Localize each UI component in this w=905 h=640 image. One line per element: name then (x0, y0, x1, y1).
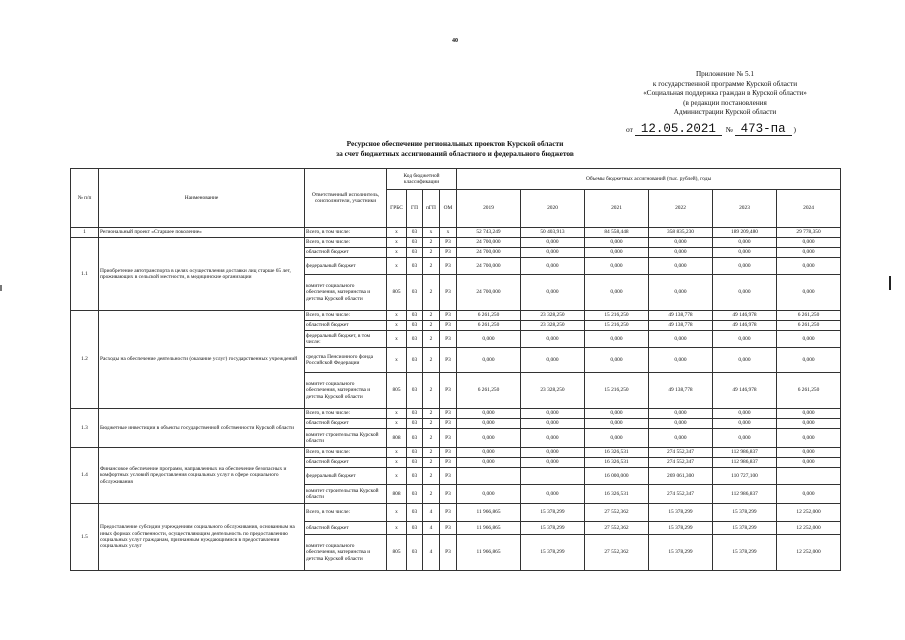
om-cell: Р3 (440, 409, 457, 419)
pgp-cell: 2 (423, 409, 440, 419)
executor-cell: федеральный бюджет (305, 468, 387, 485)
grbs-cell: х (387, 419, 407, 429)
from-label: от (626, 125, 633, 134)
gp-cell: 03 (407, 373, 423, 409)
value-cell: 274 552,347 (649, 448, 713, 458)
value-cell: 0,000 (713, 429, 777, 448)
grbs-cell: х (387, 448, 407, 458)
value-cell: 0,000 (777, 258, 841, 275)
row-number: 1.3 (71, 409, 99, 448)
value-cell: 6 261,250 (777, 321, 841, 331)
grbs-cell: 808 (387, 485, 407, 504)
value-cell: 0,000 (649, 258, 713, 275)
value-cell: 15 378,299 (649, 535, 713, 571)
table-row (71, 504, 841, 522)
gp-cell: 03 (407, 321, 423, 331)
value-cell: 16 326,531 (585, 485, 649, 504)
value-cell: 0,000 (521, 448, 585, 458)
gp-cell: 03 (407, 331, 423, 348)
value-cell: 15 378,299 (713, 522, 777, 535)
executor-cell: Всего, в том числе: (305, 228, 387, 238)
value-cell: 11 966,865 (457, 535, 521, 571)
value-cell: 0,000 (457, 485, 521, 504)
header-year: 2021 (585, 190, 649, 228)
header-om: ОМ (440, 190, 457, 228)
value-cell: 16 326,531 (585, 448, 649, 458)
value-cell: 27 552,362 (585, 522, 649, 535)
om-cell: Р3 (440, 485, 457, 504)
gp-cell: 03 (407, 409, 423, 419)
value-cell: 27 552,362 (585, 504, 649, 522)
value-cell: 24 700,000 (457, 258, 521, 275)
grbs-cell: 808 (387, 429, 407, 448)
value-cell: 0,000 (585, 248, 649, 258)
value-cell: 0,000 (649, 275, 713, 311)
value-cell: 0,000 (521, 348, 585, 373)
title-line: Ресурсное обеспечение региональных проектов Курской области (346, 139, 564, 148)
om-cell: Р3 (440, 522, 457, 535)
om-cell: Р3 (440, 348, 457, 373)
om-cell: Р3 (440, 535, 457, 571)
value-cell: 52 743,249 (457, 228, 521, 238)
om-cell: Р3 (440, 468, 457, 485)
grbs-cell: х (387, 248, 407, 258)
value-cell: 24 700,000 (457, 248, 521, 258)
executor-cell: средства Пенсионного фонда Российской Федерации (305, 348, 387, 373)
grbs-cell: 805 (387, 373, 407, 409)
value-cell: 0,000 (585, 409, 649, 419)
value-cell: 0,000 (713, 238, 777, 248)
value-cell: 0,000 (713, 348, 777, 373)
value-cell: 0,000 (521, 429, 585, 448)
value-cell: 0,000 (777, 448, 841, 458)
table-row (71, 311, 841, 321)
value-cell: 11 966,865 (457, 504, 521, 522)
om-cell: Р3 (440, 331, 457, 348)
header-executor: Ответственный исполнитель, соисполнители, участники (305, 169, 387, 228)
pgp-cell: 2 (423, 348, 440, 373)
row-number: 1.5 (71, 504, 99, 571)
value-cell (777, 468, 841, 485)
value-cell: 0,000 (521, 258, 585, 275)
value-cell: 0,000 (777, 485, 841, 504)
pgp-cell: х (423, 228, 440, 238)
value-cell: 50 403,913 (521, 228, 585, 238)
number-label: № (725, 125, 733, 134)
value-cell: 15 378,299 (713, 504, 777, 522)
header-name: Наименование (99, 169, 305, 228)
header-year: 2020 (521, 190, 585, 228)
value-cell: 0,000 (521, 419, 585, 429)
value-cell: 16 326,531 (585, 458, 649, 468)
value-cell: 23 328,250 (521, 321, 585, 331)
value-cell: 0,000 (777, 248, 841, 258)
pgp-cell: 4 (423, 535, 440, 571)
executor-cell: комитет строительства Курской области (305, 485, 387, 504)
grbs-cell: х (387, 258, 407, 275)
pgp-cell: 2 (423, 373, 440, 409)
value-cell: 189 209,480 (713, 228, 777, 238)
header-year: 2023 (713, 190, 777, 228)
executor-cell: областной бюджет (305, 321, 387, 331)
resolution-date: 12.05.2021 (635, 124, 722, 136)
pgp-cell: 2 (423, 429, 440, 448)
grbs-cell: х (387, 458, 407, 468)
value-cell: 0,000 (649, 419, 713, 429)
value-cell: 24 700,000 (457, 275, 521, 311)
value-cell: 0,000 (521, 248, 585, 258)
grbs-cell: х (387, 348, 407, 373)
executor-cell: областной бюджет (305, 522, 387, 535)
value-cell: 84 558,448 (585, 228, 649, 238)
grbs-cell: х (387, 228, 407, 238)
value-cell: 0,000 (457, 458, 521, 468)
executor-cell: областной бюджет (305, 248, 387, 258)
title-line: за счет бюджетных ассигнований областного и федерального бюджетов (336, 148, 574, 158)
row-number: 1.4 (71, 448, 99, 504)
om-cell: х (440, 228, 457, 238)
value-cell: 49 138,778 (649, 321, 713, 331)
value-cell: 0,000 (649, 331, 713, 348)
pgp-cell: 2 (423, 485, 440, 504)
value-cell (521, 468, 585, 485)
executor-cell: Всего, в том числе: (305, 238, 387, 248)
value-cell: 0,000 (777, 331, 841, 348)
executor-cell: комитет социального обеспечения, материнства и детства Курской области (305, 535, 387, 571)
gp-cell: 03 (407, 535, 423, 571)
row-name: Предоставление субсидии учреждениям социального обслуживания, основанным на иных формах собственности, осуществляющим деятельность по предоставлению социальных услуг гражданам, признанным нуждающимися в предоставлении социальных услуг (99, 504, 305, 571)
value-cell: 15 378,299 (649, 504, 713, 522)
executor-cell: Всего, в том числе: (305, 409, 387, 419)
value-cell: 0,000 (777, 458, 841, 468)
appendix-line: Администрации Курской области (673, 108, 777, 117)
value-cell: 112 986,837 (713, 448, 777, 458)
table-row (71, 228, 841, 238)
value-cell: 0,000 (521, 458, 585, 468)
value-cell: 23 328,250 (521, 373, 585, 409)
om-cell: Р3 (440, 504, 457, 522)
value-cell: 15 378,299 (521, 535, 585, 571)
closing-paren: ) (793, 125, 796, 134)
gp-cell: 03 (407, 429, 423, 448)
value-cell: 0,000 (713, 419, 777, 429)
appendix-line: (в редакции постановления (683, 98, 767, 107)
value-cell: 0,000 (585, 419, 649, 429)
value-cell: 0,000 (649, 238, 713, 248)
executor-cell: Всего, в том числе: (305, 311, 387, 321)
value-cell: 110 727,100 (713, 468, 777, 485)
pgp-cell: 2 (423, 275, 440, 311)
value-cell: 0,000 (713, 248, 777, 258)
om-cell: Р3 (440, 448, 457, 458)
pgp-cell: 2 (423, 311, 440, 321)
value-cell: 0,000 (649, 348, 713, 373)
grbs-cell: х (387, 468, 407, 485)
value-cell: 15 216,250 (585, 311, 649, 321)
grbs-cell: х (387, 522, 407, 535)
scan-edge-mark (0, 285, 2, 291)
om-cell: Р3 (440, 275, 457, 311)
row-name: Расходы на обеспечение деятельности (оказание услуг) государственных учреждений (99, 311, 305, 409)
gp-cell: 03 (407, 348, 423, 373)
gp-cell: 03 (407, 504, 423, 522)
row-name: Приобретение автотранспорта в целях осуществления доставки лиц старше 65 лет, проживающих в сельской местности, в медицинские организации (99, 238, 305, 311)
executor-cell: федеральный бюджет, в том числе: (305, 331, 387, 348)
value-cell: 49 138,778 (649, 373, 713, 409)
value-cell: 0,000 (777, 409, 841, 419)
gp-cell: 03 (407, 258, 423, 275)
grbs-cell: х (387, 321, 407, 331)
appendix-line: к государственной программе Курской области (652, 79, 798, 88)
executor-cell: комитет строительства Курской области (305, 429, 387, 448)
om-cell: Р3 (440, 248, 457, 258)
table-body (71, 228, 841, 571)
gp-cell: 03 (407, 419, 423, 429)
value-cell: 12 252,000 (777, 504, 841, 522)
value-cell: 0,000 (457, 429, 521, 448)
value-cell: 15 216,250 (585, 373, 649, 409)
executor-cell: Всего, в том числе: (305, 448, 387, 458)
table-row (71, 238, 841, 248)
gp-cell: 03 (407, 238, 423, 248)
value-cell: 0,000 (585, 258, 649, 275)
value-cell: 15 378,299 (713, 535, 777, 571)
value-cell: 23 328,250 (521, 311, 585, 321)
value-cell: 0,000 (585, 348, 649, 373)
value-cell: 0,000 (521, 275, 585, 311)
value-cell: 358 835,230 (649, 228, 713, 238)
pgp-cell: 2 (423, 238, 440, 248)
value-cell (457, 468, 521, 485)
value-cell: 0,000 (585, 275, 649, 311)
scan-edge-mark (889, 276, 891, 290)
value-cell: 0,000 (521, 331, 585, 348)
value-cell: 15 216,250 (585, 321, 649, 331)
row-name: Региональный проект «Старшее поколение» (99, 228, 305, 238)
executor-cell: комитет социального обеспечения, материнства и детства Курской области (305, 373, 387, 409)
appendix-block (610, 70, 840, 118)
om-cell: Р3 (440, 429, 457, 448)
gp-cell: 03 (407, 522, 423, 535)
value-cell: 12 252,000 (777, 522, 841, 535)
value-cell: 269 061,300 (649, 468, 713, 485)
grbs-cell: 805 (387, 535, 407, 571)
resolution-dateline (626, 124, 796, 136)
pgp-cell: 4 (423, 522, 440, 535)
value-cell: 0,000 (457, 448, 521, 458)
value-cell: 0,000 (649, 248, 713, 258)
value-cell: 49 146,978 (713, 321, 777, 331)
om-cell: Р3 (440, 458, 457, 468)
grbs-cell: х (387, 238, 407, 248)
gp-cell: 03 (407, 458, 423, 468)
pgp-cell: 2 (423, 419, 440, 429)
value-cell: 15 378,299 (521, 522, 585, 535)
grbs-cell: х (387, 409, 407, 419)
header-budget-code: Код бюджетной классификации (387, 169, 457, 190)
value-cell: 0,000 (457, 331, 521, 348)
value-cell: 0,000 (585, 331, 649, 348)
value-cell: 15 378,299 (649, 522, 713, 535)
row-number: 1.1 (71, 238, 99, 311)
gp-cell: 03 (407, 485, 423, 504)
value-cell: 274 552,347 (649, 458, 713, 468)
executor-cell: областной бюджет (305, 458, 387, 468)
value-cell: 49 138,778 (649, 311, 713, 321)
value-cell: 112 986,837 (713, 458, 777, 468)
value-cell: 11 966,865 (457, 522, 521, 535)
pgp-cell: 2 (423, 258, 440, 275)
value-cell: 0,000 (713, 275, 777, 311)
header-gp: ГП (407, 190, 423, 228)
appendix-line: Приложение № 5.1 (695, 70, 754, 78)
header-year: 2024 (777, 190, 841, 228)
value-cell: 0,000 (521, 409, 585, 419)
value-cell: 0,000 (457, 348, 521, 373)
header-pgp: пГП (423, 190, 440, 228)
value-cell: 0,000 (777, 419, 841, 429)
pgp-cell: 2 (423, 448, 440, 458)
table-row (71, 448, 841, 458)
om-cell: Р3 (440, 321, 457, 331)
table-row (71, 409, 841, 419)
value-cell: 0,000 (457, 409, 521, 419)
appendix-line: «Социальная поддержка граждан в Курской области» (643, 89, 807, 98)
header-num: № п/п (71, 169, 99, 228)
value-cell: 24 700,000 (457, 238, 521, 248)
value-cell: 49 146,978 (713, 373, 777, 409)
executor-cell: федеральный бюджет (305, 258, 387, 275)
value-cell: 0,000 (649, 429, 713, 448)
gp-cell: 03 (407, 248, 423, 258)
value-cell: 27 552,362 (585, 535, 649, 571)
value-cell: 12 252,000 (777, 535, 841, 571)
header-volumes: Объемы бюджетных ассигнований (тыс. рублей), годы (457, 169, 841, 190)
gp-cell: 03 (407, 468, 423, 485)
value-cell: 0,000 (521, 238, 585, 248)
grbs-cell: 805 (387, 275, 407, 311)
value-cell: 6 261,250 (457, 321, 521, 331)
value-cell: 0,000 (585, 238, 649, 248)
gp-cell: 03 (407, 448, 423, 458)
executor-cell: областной бюджет (305, 419, 387, 429)
value-cell: 0,000 (777, 238, 841, 248)
grbs-cell: х (387, 331, 407, 348)
resolution-number: 473-па (735, 124, 792, 136)
page-number: 40 (452, 38, 458, 44)
row-number: 1 (71, 228, 99, 238)
value-cell: 16 000,000 (585, 468, 649, 485)
om-cell: Р3 (440, 373, 457, 409)
grbs-cell: х (387, 504, 407, 522)
header-year: 2019 (457, 190, 521, 228)
resource-table (70, 168, 841, 571)
value-cell: 0,000 (649, 409, 713, 419)
om-cell: Р3 (440, 238, 457, 248)
value-cell: 112 986,837 (713, 485, 777, 504)
value-cell: 0,000 (777, 348, 841, 373)
value-cell: 0,000 (521, 485, 585, 504)
value-cell: 0,000 (777, 429, 841, 448)
om-cell: Р3 (440, 311, 457, 321)
om-cell: Р3 (440, 258, 457, 275)
value-cell: 49 146,978 (713, 311, 777, 321)
value-cell: 29 778,350 (777, 228, 841, 238)
row-number: 1.2 (71, 311, 99, 409)
value-cell: 0,000 (713, 331, 777, 348)
gp-cell: 03 (407, 311, 423, 321)
value-cell: 6 261,250 (777, 373, 841, 409)
header-grbs: ГРБС (387, 190, 407, 228)
value-cell: 15 378,299 (521, 504, 585, 522)
om-cell: Р3 (440, 419, 457, 429)
pgp-cell: 2 (423, 458, 440, 468)
pgp-cell: 2 (423, 321, 440, 331)
value-cell: 6 261,250 (777, 311, 841, 321)
value-cell: 274 552,347 (649, 485, 713, 504)
grbs-cell: х (387, 311, 407, 321)
row-name: Финансовое обеспечение программ, направленных на обеспечение безопасных и комфортных условий предоставления социальных услуг в сфере социального обслуживания (99, 448, 305, 504)
value-cell: 0,000 (457, 419, 521, 429)
document-title (300, 139, 610, 158)
value-cell: 6 261,250 (457, 311, 521, 321)
gp-cell: 03 (407, 228, 423, 238)
pgp-cell: 2 (423, 248, 440, 258)
executor-cell: Всего, в том числе: (305, 504, 387, 522)
value-cell: 0,000 (777, 275, 841, 311)
value-cell: 0,000 (713, 409, 777, 419)
value-cell: 6 261,250 (457, 373, 521, 409)
pgp-cell: 4 (423, 504, 440, 522)
value-cell: 0,000 (713, 258, 777, 275)
executor-cell: комитет социального обеспечения, материнства и детства Курской области (305, 275, 387, 311)
pgp-cell: 2 (423, 468, 440, 485)
header-year: 2022 (649, 190, 713, 228)
pgp-cell: 2 (423, 331, 440, 348)
gp-cell: 03 (407, 275, 423, 311)
row-name: Бюджетные инвестиции в объекты государственной собственности Курской области (99, 409, 305, 448)
value-cell: 0,000 (585, 429, 649, 448)
